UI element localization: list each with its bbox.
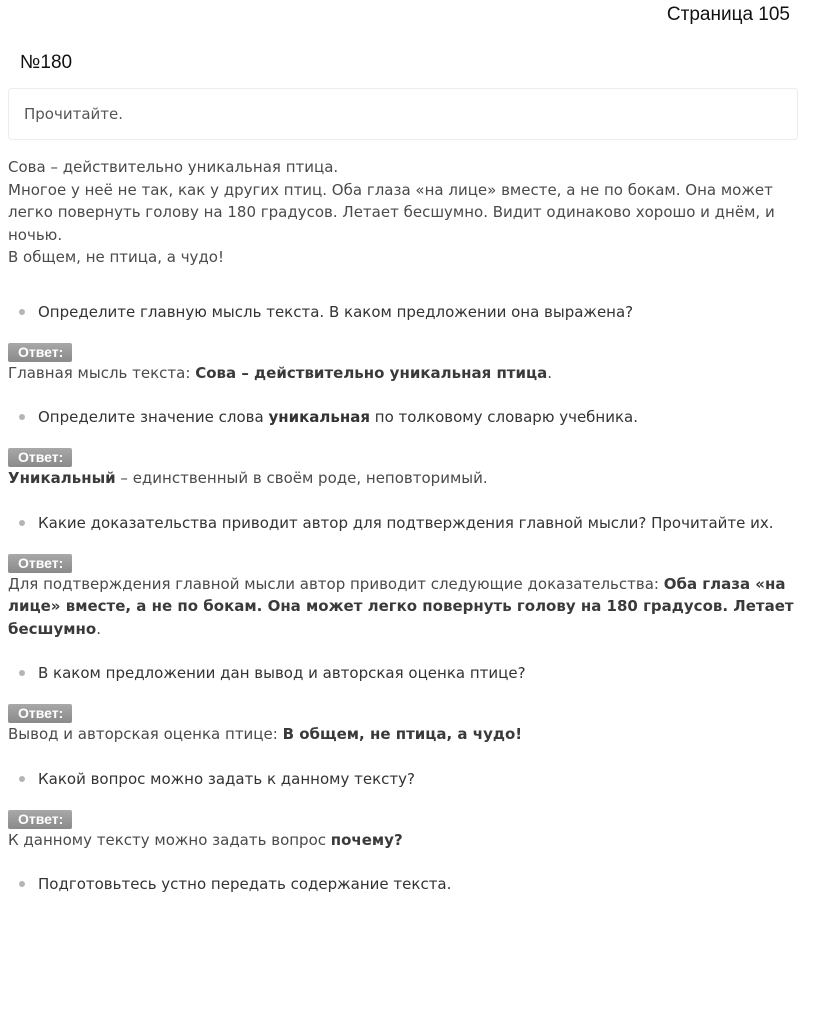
question-text: Какие доказательства приводит автор для подтверждения главной мысли? Прочитайте их. [38,513,774,532]
question-item-final [8,873,808,895]
answer-lead: Вывод и авторская оценка птице: [8,725,283,743]
instruction-box [8,88,798,140]
answer-text [8,467,808,490]
question-text-end: по толковому словарю учебника. [370,408,639,426]
answer-end: – единственный в своём роде, неповторимый. [115,469,488,487]
reading-text [8,156,808,269]
question-text: В каком предложении дан вывод и авторская оценка птице? [38,664,526,682]
answer-bold: Сова – действительно уникальная птица [195,363,548,382]
content [8,156,808,895]
text-line: В общем, не птица, а чудо! [8,248,224,266]
text-line: Многое у неё не так, как у других птиц. Оба глаза «на лице» вместе, а не по бокам. Она может легко повернуть голову на 180 градусов. Летает бесшумно. Видит одинаково хорошо и днём, и ночью. [8,180,775,244]
question-bold: уникальная [268,408,371,426]
answer-end: . [547,363,553,382]
question-text: Какой вопрос можно задать к данному тексту? [38,769,415,788]
question-item [8,301,808,323]
answer-bold: почему? [330,830,403,849]
answer-badge: Ответ: [8,343,72,362]
answer-badge: Ответ: [8,448,72,467]
text-line: Сова – действительно уникальная птица. [8,158,339,176]
answer-text [8,829,808,852]
question-text: Подготовьтесь устно передать содержание текста. [38,875,452,893]
answer-badge: Ответ: [8,704,72,723]
question-item [8,406,808,428]
answer-text [8,723,808,746]
task-number: №180 [20,52,73,73]
bullet-icon [19,881,25,887]
question-text: Определите главную мысль текста. В каком предложении она выражена? [38,302,634,321]
answer-bold: В общем, не птица, а чудо! [282,725,523,743]
answer-text [8,573,808,641]
answer-lead: К данному тексту можно задать вопрос [8,830,331,849]
bullet-icon [19,670,25,676]
question-item [8,512,808,534]
answer-badge: Ответ: [8,554,72,573]
question-item [8,662,808,684]
answer-lead: Главная мысль текста: [8,363,196,382]
question-item [8,768,808,790]
answer-end: . [96,619,101,638]
answer-badge: Ответ: [8,810,72,829]
answer-bold: Оба глаза «на лице» вместе, а не по бокам. Она может легко повернуть голову на 180 градусов. Летает бесшумно [8,574,794,638]
answer-text [8,362,808,385]
answer-bold: Уникальный [8,469,116,487]
question-text: Определите значение слова [38,408,269,426]
instruction-text: Прочитайте. [24,105,124,123]
bullet-icon [19,520,25,526]
bullet-icon [19,414,25,420]
bullet-icon [19,776,25,782]
answer-lead: Для подтверждения главной мысли автор приводит следующие доказательства: [8,574,664,593]
bullet-icon [19,309,25,315]
page-number: Страница 105 [666,4,790,25]
